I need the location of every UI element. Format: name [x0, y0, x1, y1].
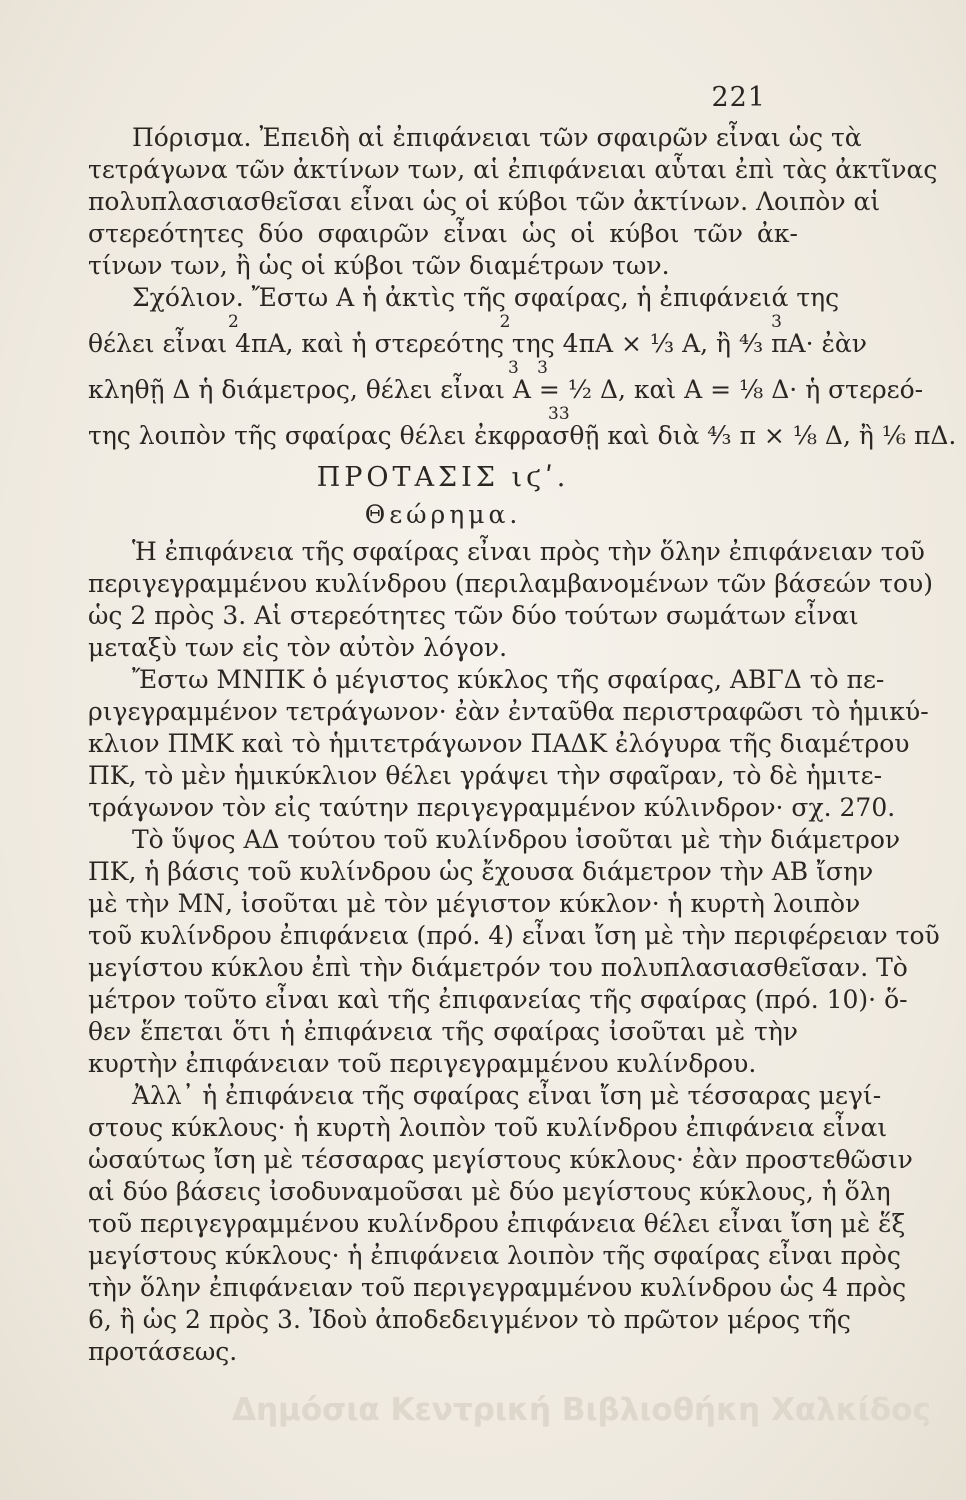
text-line: Σχόλιον. Ἔστω Α ἡ ἀκτὶς τῆς σφαίρας, ἡ ἐπιφάνειά της: [132, 283, 840, 312]
text-line: μεγίστους κύκλους· ἡ ἐπιφάνεια λοιπὸν τῆς σφαίρας εἶναι πρὸς: [88, 1241, 901, 1270]
text-line: τὴν ὅλην ἐπιφάνειαν τοῦ περιγεγραμμένου κυλίνδρου ὡς 4 πρὸς: [88, 1273, 907, 1302]
exponent: 3: [548, 404, 559, 424]
exponent: 2: [499, 312, 511, 332]
text-line: 6, ἢ ὡς 2 πρὸς 3. Ἰδοὺ ἀποδεδειγμένον τὸ πρῶτον μέρος τῆς: [88, 1305, 851, 1334]
text-line: τίνων των, ἢ ὡς οἱ κύβοι τῶν διαμέτρων των.: [88, 251, 670, 280]
text-line: τράγωνον τὸν εἰς ταύτην περιγεγραμμένον κύλινδρον· σχ. 270.: [88, 793, 896, 822]
exponent: 3: [558, 404, 570, 424]
scholion-paragraph: [88, 282, 957, 452]
library-watermark: Δημόσια Κεντρική Βιβλιοθήκη Χαλκίδος: [232, 1392, 931, 1428]
text-line: μέτρον τοῦτο εἶναι καὶ τῆς ἐπιφανείας τῆς σφαίρας (πρό. 10)· ὅ-: [88, 985, 908, 1014]
page-number: 221: [711, 82, 766, 113]
text-line: ὡς 2 πρὸς 3. Αἱ στερεότητες τῶν δύο τούτων σωμάτων εἶναι: [88, 601, 859, 630]
text-line: Πόρισμα. Ἐπειδὴ αἱ ἐπιφάνειαι τῶν σφαιρῶν εἶναι ὡς τὰ: [132, 123, 862, 152]
text-line: μεταξὺ των εἰς τὸν αὐτὸν λόγον.: [88, 633, 508, 662]
text-line: θεν ἕπεται ὅτι ἡ ἐπιφάνεια τῆς σφαίρας ἰσοῦται μὲ τὴν: [88, 1017, 798, 1046]
porisma-paragraph: [88, 122, 938, 282]
text-line: Ἡ ἐπιφάνεια τῆς σφαίρας εἶναι πρὸς τὴν ὅλην ἐπιφάνειαν τοῦ: [132, 537, 925, 566]
text-line: Τὸ ὕψος ΑΔ τούτου τοῦ κυλίνδρου ἰσοῦται μὲ τὴν διάμετρον: [132, 825, 901, 854]
text-line: τετράγωνα τῶν ἀκτίνων των, αἱ ἐπιφάνειαι αὗται ἐπὶ τὰς ἀκτῖνας: [88, 155, 938, 184]
text-line: ΠΚ, τὸ μὲν ἡμικύκλιον θέλει γράψει τὴν σφαῖραν, τὸ δὲ ἡμιτε-: [88, 761, 883, 790]
formula-exponents: [88, 404, 798, 424]
text-line: κλιον ΠΜΚ καὶ τὸ ἡμιτετράγωνον ΠΑΔΚ ἐλόγυρα τῆς διαμέτρου: [88, 729, 910, 758]
page-text: [88, 122, 957, 1368]
exponent: 2: [228, 312, 239, 332]
text-line: προτάσεως.: [88, 1337, 238, 1366]
text-line: πολυπλασιασθεῖσαι εἶναι ὡς οἱ κύβοι τῶν ἀκτίνων. Λοιπὸν αἱ: [88, 187, 881, 216]
formula-exponents: [88, 358, 798, 378]
proof-paragraph-2: [88, 824, 940, 1080]
text-line: περιγεγραμμένου κυλίνδρου (περιλαμβανομένων τῶν βάσεών του): [88, 569, 933, 598]
exponent: 3: [537, 358, 548, 378]
text-line: τοῦ κυλίνδρου ἐπιφάνεια (πρό. 4) εἶναι ἴση μὲ τὴν περιφέρειαν τοῦ: [88, 921, 940, 950]
proof-paragraph-1: [88, 664, 929, 824]
formula-exponents: [88, 312, 798, 332]
exponent: 3: [508, 358, 519, 378]
exponent: 3: [771, 312, 782, 332]
proof-paragraph-3: [88, 1080, 913, 1368]
theorem-paragraph: [88, 536, 933, 664]
text-line: κληθῇ Δ ἡ διάμετρος, θέλει εἶναι Α = ½ Δ, καὶ Α = ⅛ Δ· ἡ στερεό-: [88, 375, 924, 404]
text-line: της λοιπὸν τῆς σφαίρας θέλει ἐκφρασθῇ καὶ διὰ ⁴⁄₃ π × ⅛ Δ, ἢ ⅙ πΔ.: [88, 421, 957, 450]
proposition-title: ΠΡΟΤΑΣΙΣ ιϛʹ.: [316, 462, 570, 493]
text-line: κυρτὴν ἐπιφάνειαν τοῦ περιγεγραμμένου κυλίνδρου.: [88, 1049, 757, 1078]
text-line: ριγεγραμμένον τετράγωνον· ἐὰν ἐνταῦθα περιστραφῶσι τὸ ἡμικύ-: [88, 697, 929, 726]
text-line: αἱ δύο βάσεις ἰσοδυναμοῦσαι μὲ δύο μεγίστους κύκλους, ἡ ὅλη: [88, 1177, 891, 1206]
text-line: Ἔστω ΜΝΠΚ ὁ μέγιστος κύκλος τῆς σφαίρας, ΑΒΓΔ τὸ πε-: [132, 665, 885, 694]
text-line: στερεότητες δύο σφαιρῶν εἶναι ὡς οἱ κύβοι τῶν ἀκ-: [88, 219, 798, 248]
text-line: ΠΚ, ἡ βάσις τοῦ κυλίνδρου ὡς ἔχουσα διάμετρον τὴν ΑΒ ἴσην: [88, 857, 874, 886]
text-line: ὡσαύτως ἴση μὲ τέσσαρας μεγίστους κύκλους· ἐὰν προστεθῶσιν: [88, 1145, 913, 1174]
text-line: στους κύκλους· ἡ κυρτὴ λοιπὸν τοῦ κυλίνδρου ἐπιφάνεια εἶναι: [88, 1113, 888, 1142]
theorem-label: Θεώρημα.: [364, 500, 522, 529]
text-line: μὲ τὴν ΜΝ, ἰσοῦται μὲ τὸν μέγιστον κύκλον· ἡ κυρτὴ λοιπὸν: [88, 889, 861, 918]
text-line: μεγίστου κύκλου ἐπὶ τὴν διάμετρόν του πολυπλασιασθεῖσαν. Τὸ: [88, 953, 908, 982]
text-line: Ἀλλ᾽ ἡ ἐπιφάνεια τῆς σφαίρας εἶναι ἴση μὲ τέσσαρας μεγί-: [132, 1081, 882, 1110]
text-line: θέλει εἶναι 4πΑ, καὶ ἡ στερεότης της 4πΑ × ⅓ Α, ἢ ⁴⁄₃ πΑ· ἐὰν: [88, 329, 867, 358]
text-line: τοῦ περιγεγραμμένου κυλίνδρου ἐπιφάνεια θέλει εἶναι ἴση μὲ ἕξ: [88, 1209, 906, 1238]
